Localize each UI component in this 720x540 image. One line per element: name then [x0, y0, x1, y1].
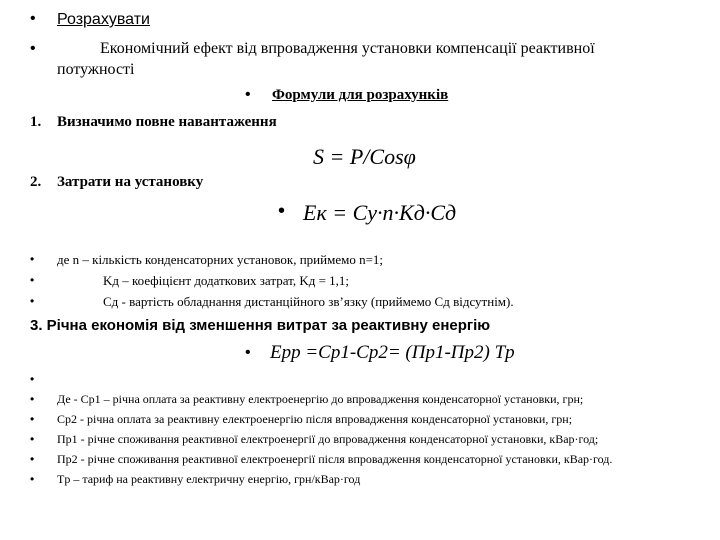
- step3-title: 3. Річна економія від зменшення витрат за реактивну енергію: [30, 317, 491, 334]
- bullet-icon: •: [278, 200, 286, 222]
- bullet-icon: •: [30, 252, 35, 266]
- formulas-title: Формули для розрахунків: [272, 87, 449, 103]
- note-n: де n – кількість конденсаторних установок, приймемо n=1;: [57, 252, 384, 267]
- bullet-icon: •: [245, 344, 251, 361]
- economic-effect-line1: Економічний ефект від впровадження установки компенсації реактивної: [100, 40, 595, 57]
- note-pp1: Пр1 - річне споживання реактивної електроенергії до впровадження конденсаторної установки, кВар·год;: [57, 432, 599, 446]
- bullet-icon: •: [30, 273, 35, 287]
- economic-effect-line2: потужності: [57, 61, 135, 78]
- step2-title: Затрати на установку: [57, 174, 204, 190]
- bullet-icon: •: [30, 294, 35, 308]
- bullet-icon: •: [30, 472, 35, 486]
- bullet-icon: •: [30, 10, 36, 27]
- annual-savings-formula: Eрр =Cр1-Cр2= (Пр1-Пр2) Tр: [270, 342, 515, 363]
- bullet-icon: •: [30, 392, 35, 406]
- bullet-icon: •: [30, 40, 36, 57]
- full-load-formula: S = P/Cosφ: [313, 144, 416, 169]
- note-pp2: Пр2 - річне споживання реактивної електроенергії після впровадження конденсаторної установки, кВар·год.: [57, 452, 613, 466]
- formula-lhs: Eк: [303, 200, 327, 225]
- formula-rhs: = Cу·n·Kд·Cд: [332, 200, 457, 225]
- note-cp1: Де - Cр1 – річна оплата за реактивну електроенергію до впровадження конденсаторної установки, грн;: [57, 392, 584, 406]
- step2-number: 2.: [30, 174, 42, 190]
- step1-title: Визначимо повне навантаження: [57, 114, 277, 130]
- heading-calculate: Розрахувати: [57, 11, 150, 28]
- note-kd: Kд – коефіцієнт додаткових затрат, Kд = 1,1;: [103, 273, 350, 288]
- bullet-icon: •: [30, 452, 35, 466]
- note-tp: Tр – тариф на реактивну електричну енергію, грн/кВар·год: [57, 472, 361, 486]
- bullet-icon: •: [30, 372, 35, 386]
- step1-number: 1.: [30, 114, 42, 130]
- installation-cost-formula: [303, 200, 456, 226]
- note-cp2: Cр2 - річна оплата за реактивну електроенергію після впровадження конденсаторної установки, грн;: [57, 412, 573, 426]
- bullet-icon: •: [30, 412, 35, 426]
- bullet-icon: •: [245, 86, 251, 103]
- bullet-icon: •: [30, 432, 35, 446]
- note-cd: Cд - вартість обладнання дистанційного зв’язку (приймемо Cд відсутнім).: [103, 294, 514, 309]
